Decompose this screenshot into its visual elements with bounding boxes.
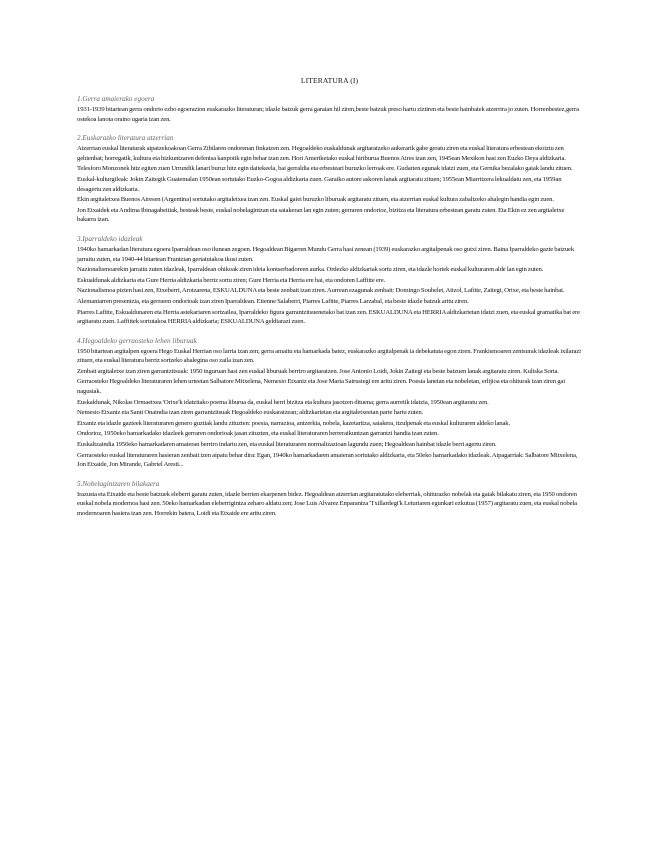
document-page — [77, 76, 582, 520]
paragraph: Ekin argitaletxea Buenos Airesen (Argentina) sortutako argitaletxea izan zen. Euskal gaiei buruzko liburuak argitaratu zituen, eta atzerrian euskal kultura zabaltzeko ahalegin handia egin zuen. — [77, 196, 554, 204]
paragraph: Nazionalismoarekin jarraitu zuten idazleak, Iparraldean ohikoak ziren ideia kontserbadoreen aurka. Ordezko aldizkariak sortu ziren, eta idazle horiek euskal kulturaren alde lan egin zuten. — [77, 266, 544, 274]
paragraph: Euskaltzaindia 1950eko hamarkadaren amaieran berriro indartu zen, eta euskal literaturaren normalizazioan lagundu zuen; Hegoaldean hainbat idazle berri agertu ziren. — [77, 441, 497, 449]
section-2 — [77, 134, 582, 225]
paragraph: Jon Etxaidek eta Andima Ibinagabeitiak, besteak beste, euskal nobelagintzan eta saiakeran lan egin zuten; gerraren ondorioz, bizitza eta literatura erbestean garatu zuten. Eta Ekin ez zen argitaletxe bakarra izan. — [77, 206, 565, 224]
document-title: LITERATURA (I) — [300, 76, 359, 85]
section-heading: 2.Euskarazko literatura atzerrian — [77, 134, 174, 143]
paragraph: Nazionalismoa pizten hasi zen, Etxeberri, Arotzarena, ESKUALDUNA eta beste zenbait izan ziren. Aurrean ezagunak zenbait: Domingo Soubelet, Aitzol, Lafitte, Zaitegi, Orixe, eta beste hainbat. — [77, 287, 565, 295]
section-heading: 5.Nobelagintzaren bilakaera — [77, 479, 160, 488]
paragraph: Gerraosteko Hegoaldeko literaturaren lehen urteetan Salbatore Mitxelena, Nemesio Etxaniz eta Jose Maria Satrustegi ere aritu ziren. Poesia lanetan eta nobeletan, erlijioa eta ohiturak izan ziren gai nagusiak. — [77, 378, 565, 396]
paragraph: Nemesio Etxaniz eta Santi Onaindia izan ziren garrantzitsuak Hegoaldeko euskaratzean; aldizkarietan eta argitaletxeetan parte hartu zuten. — [77, 409, 424, 417]
section-1 — [77, 95, 582, 124]
section-heading: 1.Gerra amaierako egoera — [77, 95, 155, 103]
paragraph: Alemaniarren presentzia, eta gerraren ondorioak izan ziren Iparraldean. Etienne Salaberri, Piarres Lafitte, Piarres Larzabal, eta beste idazle batzuk aritu ziren. — [77, 297, 469, 305]
paragraph: 1931-1939 bitartean gerra ondorio ezbo egoerazion euskarazko literaturan; idazle batzuk gerra garaian hil ziren,beste batzuk preso hartu ziztiren eta beste hainbatek atzerrira jo zuten. Horrenbestez,gerra ostekoa lanota oraino ugaria izan zen. — [77, 106, 579, 123]
paragraph: 1950 bitartean argitalpen egoera Hego Euskal Herrian oso larria izan zen; gerra amaitu eta hamarkada batez, euskarazko argitalpenak ia debekatuta egon ziren. Frankismoaren zentsurak idazleak ixilarazi zituen, eta euskal literatura berriz sortzeko ahalegina oso zaila izan zen. — [77, 347, 581, 365]
paragraph: 1940ko hamarkadan literatura egoera Iparraldean oso ilunean zegoen. Hegoaldean Bigarren Mundu Gerra hasi zenean (1939) euskarazko argitalpenak oso gutxi ziren. Baina Iparraldeko gazte batzuek jarraitu zuten, eta 1940-44 bitartean Frantzian gertatutakoa ikusi zuten. — [77, 245, 575, 263]
paragraph: Euskaldunak, Nikolas Ormaetxea 'Orixe'k idatzitako poema liburua da, euskal herri bizitza eta kultura jasotzen dituena; gerra aurretik idatzia, 1950ean argitaratu zen. — [77, 398, 489, 406]
paragraph: Ondorioz, 1950eko hamarkadako idazleek gerraren ondorioak jasan zituzten, eta euskal literaturaren berreraikuntzan garrantzi handia izan zuten. — [77, 430, 439, 438]
paragraph: Piarres Lafitte, Eskualdunaren eta Herria astekariaren sortzailea, Iparraldeko figura garrantzitsuenetako bat izan zen. ESKUALDUNA eta HERRIA aldizkarietan idatzi zuen, eta euskal gramatika bat ere argitaratu zuen. Laffittek sortutakoa HERRIA aldizkaria; ESKUALDUNA geldiarazi zuen. — [77, 308, 580, 326]
paragraph: Atzerrian euskal literaturak aipatzekoakoan Gerra Zibilaren ondorenan finkatzen zen. Hegoaldeko euskaldunak argitaratzeko aukerarik gabe geratu ziren eta euskal literatura erbestean ekoiztu zen gehienbat; horregatik, kultura eta hizkuntzaren defentsa kanpotik egin behar izan zen. Hori Ameriketako euskal hiriburua Buenos Aires izan zen, 1945ean Mexikon hasi zen Euzko Deya aldizkaria. — [77, 145, 566, 162]
paragraph: Telesforo Monzonek hitz egiten zuen Urrundik lanari buruz hitz egin daitekeela, bai gerraldia eta erbesteari buruzko lerroak ere. Gudarien egunak idatzi zuen, eta Gernika bezalako gaiak landu zituen. — [77, 165, 573, 173]
paragraph: Irazusta eta Etxaide eta beste batzuek eleberri garatu zuten, idazle berrien ekarpenen bidez. Hegoaldean atzerrian argitaratutako eleberriak, ohiturazko nobelak eta gaiak bilakatu ziren, eta 1950 ondoren euskal nobela modernoa hasi zen. 50eko hamarkadan eleberrigintza zeharo aldatu zen; Jose Luis Alvarez Enparantza 'Txillardegi'k Leturiaren egunkari ezkutua (1957) argitaratu zuen, eta euskal nobela modernoaren hasiera izan zen. Horrekin batera, Loidi eta Etxaide ere aritu ziren. — [77, 490, 577, 517]
section-5 — [77, 480, 582, 519]
paragraph: Zenbait argitaletxe izan ziren garrantzitsuak: 1950 inguruan hasi zen euskal liburuak berriro argitaratzen. Jose Antonio Loidi, Jokin Zaitegi eta beste batzuen lanak argitaratu ziren. Kuliska Sorta. — [77, 367, 559, 375]
paragraph: Eskualdunak aldizkaria eta Gure Herria aldizkaria berriz sortu ziren; Gure Herria eta Herria ere bai, eta ondoren Laffitte ere. — [77, 276, 386, 284]
paragraph: Euskal-kulturgileak: Jokin Zaitegik Guatemalan 1950ean sortutako Euzko-Gogoa aldizkaria zuen. Garaiko autore askoren lanak argitaratu zituen; 1955ean Miarritzera lekualdatu zen, eta 1959an desagertu zen aldizkaria. — [77, 175, 562, 193]
section-4 — [77, 337, 582, 470]
section-heading: 4.Hegoaldeko gerraosteko lehen liburuak — [77, 336, 197, 345]
paragraph: Etxaniz eta idazle gazteek literaturaren genero guztiak landu zituzten: poesia, narrazioa, antzerkia, nobela, kazetaritza, saiakera, itzulpenak eta euskal kulturaren aldeko lanak. — [77, 419, 510, 427]
paragraph: Gerraosteko euskal literaturaren hasieran zenbait izen aipatu behar dira: Egan, 1940ko hamarkadaren amaieran sortutako aldizkaria, eta 50eko hamarkadako idazleak. Aipagarriak: Salbatore Mitxelena, Jon Etxaide, Jon Mirande, Gabriel Aresti... — [77, 451, 578, 469]
section-heading: 3.Iparraldeko idazleak — [77, 234, 143, 243]
section-3 — [77, 235, 582, 327]
